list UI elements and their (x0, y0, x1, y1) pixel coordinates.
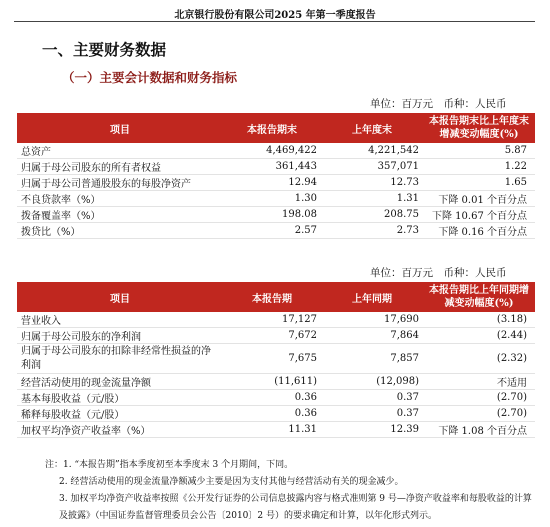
row-value-current: 11.31 (223, 422, 321, 438)
row-value-change: (2.70) (423, 406, 535, 422)
table-row (17, 390, 535, 406)
operating-results-table (17, 282, 535, 438)
table-row (17, 344, 535, 374)
row-value-current: 2.57 (223, 223, 321, 239)
row-value-change: 下降 0.01 个百分点 (423, 191, 535, 207)
table-row (17, 223, 535, 239)
row-value-prior: 0.37 (321, 390, 423, 406)
table-row (17, 422, 535, 438)
row-value-change: 下降 1.08 个百分点 (423, 422, 535, 438)
row-value-change: 1.65 (423, 175, 535, 191)
row-label: 营业收入 (17, 312, 223, 328)
section-title: 一、主要财务数据 (42, 40, 167, 59)
row-value-prior: (12,098) (321, 374, 423, 390)
header-rule (14, 21, 535, 22)
row-value-change: 1.22 (423, 159, 535, 175)
header-change: 本报告期末比上年度末增减变动幅度(%) (423, 113, 535, 143)
row-label: 基本每股收益（元/股） (17, 390, 223, 406)
table-row (17, 143, 535, 159)
row-value-change: 5.87 (423, 143, 535, 159)
row-value-prior: 208.75 (321, 207, 423, 223)
row-value-prior: 12.39 (321, 422, 423, 438)
financial-position-table (17, 113, 535, 239)
note-1: 注：1. “本报告期”指本季度初至本季度末 3 个月期间，下同。 (45, 460, 294, 470)
table-row (17, 159, 535, 175)
row-value-prior: 4,221,542 (321, 143, 423, 159)
header-current-period-end: 本报告期末 (223, 113, 321, 143)
row-value-prior: 2.73 (321, 223, 423, 239)
row-label: 拨贷比（%） (17, 223, 223, 239)
table-row (17, 328, 535, 344)
row-value-current: 4,469,422 (223, 143, 321, 159)
row-value-prior: 357,071 (321, 159, 423, 175)
row-value-change: (2.32) (423, 344, 535, 374)
row-value-prior: 0.37 (321, 406, 423, 422)
header-prior-year-end: 上年度末 (321, 113, 423, 143)
header-item: 项目 (17, 113, 223, 143)
row-value-current: 7,675 (223, 344, 321, 374)
row-label: 加权平均净资产收益率（%） (17, 422, 223, 438)
notes (45, 457, 535, 525)
table-row (17, 191, 535, 207)
row-value-current: 7,672 (223, 328, 321, 344)
row-value-change: 下降 0.16 个百分点 (423, 223, 535, 239)
header-current-period: 本报告期 (223, 282, 321, 312)
row-value-change: 下降 10.67 个百分点 (423, 207, 535, 223)
row-label: 归属于母公司普通股股东的每股净资产 (17, 175, 223, 191)
row-value-prior: 12.73 (321, 175, 423, 191)
row-value-current: 0.36 (223, 390, 321, 406)
header-prior-period: 上年同期 (321, 282, 423, 312)
header-change: 本报告期比上年同期增减变动幅度(%) (423, 282, 535, 312)
row-label: 经营活动使用的现金流量净额 (17, 374, 223, 390)
row-value-current: 0.36 (223, 406, 321, 422)
table-row (17, 175, 535, 191)
row-value-prior: 7,864 (321, 328, 423, 344)
row-value-current: (11,611) (223, 374, 321, 390)
unit-line-1: 单位：百万元 币种：人民币 (370, 98, 507, 110)
note-3: 3. 加权平均净资产收益率按照《公开发行证券的公司信息披露内容与格式准则第 9 号—净资产收益率和每股收益的计算及披露》（中国证券监督管理委员会公告〔2010〕2 号）的要求确定和计算，以年化形式列示。 (59, 494, 532, 521)
row-value-current: 17,127 (223, 312, 321, 328)
row-label: 归属于母公司股东的净利润 (17, 328, 223, 344)
row-label: 归属于母公司股东的扣除非经常性损益的净利润 (17, 344, 223, 374)
row-value-prior: 1.31 (321, 191, 423, 207)
row-value-change: (2.70) (423, 390, 535, 406)
row-label: 稀释每股收益（元/股） (17, 406, 223, 422)
table-row (17, 312, 535, 328)
row-value-current: 1.30 (223, 191, 321, 207)
table-row (17, 406, 535, 422)
sub-title: （一）主要会计数据和财务指标 (62, 70, 238, 85)
row-value-change: (3.18) (423, 312, 535, 328)
unit-line-2: 单位：百万元 币种：人民币 (370, 267, 507, 279)
row-value-prior: 17,690 (321, 312, 423, 328)
row-label: 拨备覆盖率（%） (17, 207, 223, 223)
page-header: 北京银行股份有限公司2025 年第一季度报告 (174, 10, 376, 21)
row-value-prior: 7,857 (321, 344, 423, 374)
row-value-change: 不适用 (423, 374, 535, 390)
row-label: 总资产 (17, 143, 223, 159)
row-value-current: 198.08 (223, 207, 321, 223)
table-header-row (17, 282, 535, 312)
row-value-current: 361,443 (223, 159, 321, 175)
row-value-change: (2.44) (423, 328, 535, 344)
row-label: 不良贷款率（%） (17, 191, 223, 207)
header-item: 项目 (17, 282, 223, 312)
table-header-row (17, 113, 535, 143)
note-2: 2. 经营活动使用的现金流量净额减少主要是因为支付其他与经营活动有关的现金减少。 (59, 477, 404, 487)
row-label: 归属于母公司股东的所有者权益 (17, 159, 223, 175)
table-row (17, 207, 535, 223)
table-row (17, 374, 535, 390)
row-value-current: 12.94 (223, 175, 321, 191)
